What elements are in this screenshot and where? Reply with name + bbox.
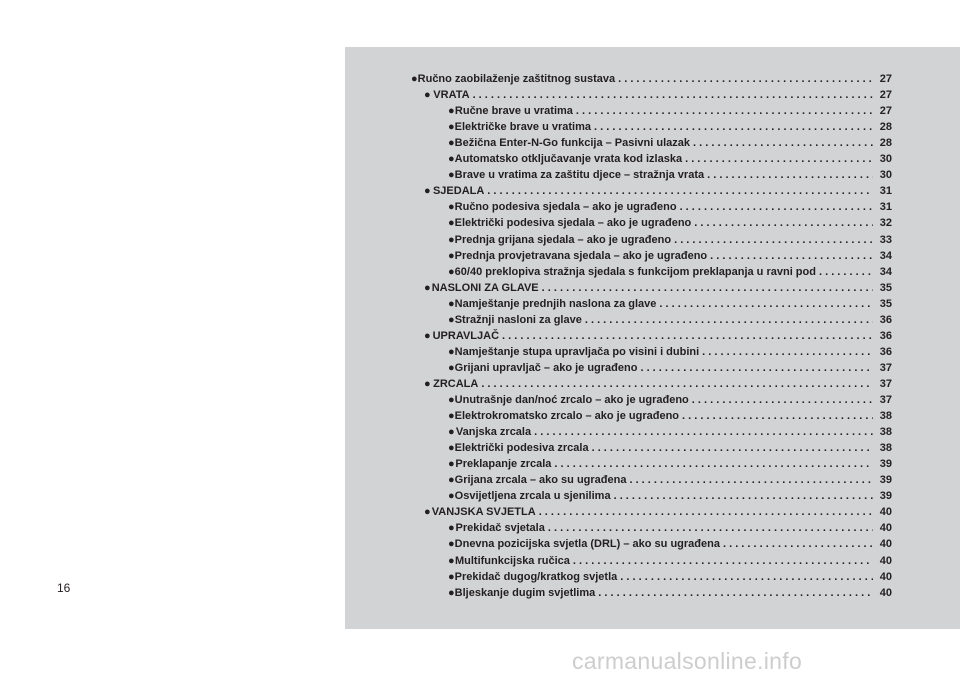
bullet-icon: ● — [448, 313, 455, 326]
bullet-icon: ● — [424, 377, 431, 390]
toc-entry-page: 35 — [879, 281, 892, 294]
bullet-icon: ● — [448, 490, 455, 503]
dot-leader — [629, 472, 873, 488]
toc-entry-title: NASLONI ZA GLAVE — [431, 281, 539, 294]
bullet-icon: ● — [424, 506, 431, 519]
bullet-icon: ● — [448, 201, 455, 214]
toc-entry-title: Ručno zaobilaženje zaštitnog sustava — [417, 73, 616, 85]
toc-entry — [448, 472, 892, 488]
dot-leader — [487, 183, 873, 199]
toc-entry — [448, 456, 892, 472]
toc-entry-page: 27 — [879, 89, 892, 102]
toc-entry — [424, 328, 892, 344]
toc-entry — [424, 376, 892, 392]
bullet-icon: ● — [424, 89, 431, 102]
toc-entry — [448, 135, 892, 151]
toc-entry-title: Namještanje prednjih naslona za glave — [454, 297, 657, 310]
toc-entry-title: Grijani upravljač – ako je ugrađeno — [454, 361, 638, 374]
bullet-icon: ● — [424, 185, 431, 198]
toc-entry-page: 30 — [879, 153, 892, 166]
dot-leader — [620, 569, 873, 585]
dot-leader — [723, 536, 873, 552]
toc-entry — [448, 199, 892, 215]
toc-entry-page: 38 — [879, 410, 892, 423]
dot-leader — [539, 504, 873, 520]
bullet-icon: ● — [448, 105, 455, 118]
dot-leader — [692, 392, 873, 408]
dot-leader — [819, 264, 873, 280]
toc-entry — [424, 280, 892, 296]
bullet-icon: ● — [424, 281, 431, 294]
toc-entry — [411, 71, 892, 87]
dot-leader — [548, 520, 873, 536]
toc-entry-page: 38 — [879, 442, 892, 455]
bullet-icon: ● — [448, 169, 455, 182]
toc-entry-title: Bežična Enter-N-Go funkcija – Pasivni ulazak — [454, 137, 691, 150]
toc-entry-title: Grijana zrcala – ako su ugrađena — [454, 474, 627, 487]
dot-leader — [682, 408, 873, 424]
toc-entry-page: 27 — [879, 73, 892, 85]
toc-entry-page: 35 — [879, 297, 892, 310]
toc-entry-title: Električki podesiva zrcala — [454, 442, 589, 455]
bullet-icon: ● — [448, 217, 455, 230]
dot-leader — [680, 199, 873, 215]
toc-entry — [448, 248, 892, 264]
dot-leader — [702, 344, 873, 360]
toc-entry-page: 37 — [879, 394, 892, 406]
toc-entry-title: Prekidač dugog/kratkog svjetla — [454, 570, 618, 583]
bullet-icon: ● — [448, 233, 455, 246]
toc-entry — [448, 392, 892, 408]
bullet-icon: ● — [448, 361, 455, 374]
dot-leader — [694, 215, 873, 231]
toc-entry-title: Ručne brave u vratima — [454, 105, 573, 118]
toc-entry — [448, 344, 892, 360]
dot-leader — [618, 71, 873, 87]
toc-entry — [448, 119, 892, 135]
toc-entry-page: 37 — [879, 377, 892, 390]
toc-entry-title: Prednja grijana sjedala – ako je ugrađeno — [454, 233, 672, 246]
dot-leader — [592, 440, 873, 456]
bullet-icon: ● — [448, 410, 455, 423]
toc-entry-title: Stražnji nasloni za glave — [454, 313, 582, 326]
toc-entry-page: 33 — [879, 233, 892, 246]
toc-entry-page: 39 — [879, 490, 892, 503]
toc-entry — [448, 360, 892, 376]
toc-entry — [448, 553, 892, 569]
toc-entry — [448, 424, 892, 440]
toc-entry-page: 39 — [879, 458, 892, 471]
toc-entry — [448, 440, 892, 456]
dot-leader — [614, 488, 873, 504]
toc-entry — [448, 151, 892, 167]
toc-entry — [448, 103, 892, 119]
bullet-icon: ● — [424, 329, 431, 342]
toc-entry-page: 37 — [879, 361, 892, 374]
dot-leader — [585, 312, 873, 328]
toc-entry-title: ZRCALA — [433, 377, 479, 390]
toc-entry-title: 60/40 preklopiva stražnja sjedala s funkcijom preklapanja u ravni pod — [454, 265, 816, 278]
toc-entry-page: 40 — [879, 538, 892, 551]
toc-entry-title: Vanjska zrcala — [455, 426, 532, 439]
toc-entry-page: 34 — [879, 249, 892, 262]
toc-entry — [448, 167, 892, 183]
toc-entry — [424, 183, 892, 199]
toc-entry-title: Dnevna pozicijska svjetla (DRL) – ako su ugrađena — [454, 538, 720, 551]
bullet-icon: ● — [448, 249, 455, 262]
toc-entry — [448, 585, 892, 601]
bullet-icon: ● — [448, 458, 455, 471]
bullet-icon: ● — [448, 570, 455, 583]
dot-leader — [693, 135, 873, 151]
dot-leader — [554, 456, 873, 472]
toc-entry — [448, 488, 892, 504]
toc-entry-page: 36 — [879, 329, 892, 342]
toc-entry — [448, 232, 892, 248]
toc-entry-title: VRATA — [433, 89, 470, 102]
toc-entry — [448, 296, 892, 312]
page-number: 16 — [57, 581, 71, 595]
bullet-icon: ● — [448, 442, 455, 455]
bullet-icon: ● — [448, 394, 455, 406]
toc-entry — [448, 408, 892, 424]
bullet-icon: ● — [448, 153, 455, 166]
dot-leader — [640, 360, 873, 376]
dot-leader — [473, 87, 873, 103]
bullet-icon: ● — [448, 522, 455, 535]
toc-entry-page: 36 — [879, 345, 892, 358]
toc-entry-page: 31 — [879, 185, 892, 198]
dot-leader — [542, 280, 873, 296]
dot-leader — [710, 248, 873, 264]
toc-entry-page: 40 — [879, 506, 892, 519]
toc-entry-title: Elektrokromatsko zrcalo – ako je ugrađeno — [454, 410, 680, 423]
toc-entry-title: Brave u vratima za zaštitu djece – stražnja vrata — [454, 169, 705, 182]
bullet-icon: ● — [448, 554, 455, 567]
bullet-icon: ● — [448, 474, 455, 487]
dot-leader — [573, 553, 873, 569]
bullet-icon: ● — [448, 121, 455, 134]
toc-entry-page: 40 — [879, 586, 892, 599]
bullet-icon: ● — [448, 345, 455, 358]
bullet-icon: ● — [448, 297, 455, 310]
dot-leader — [534, 424, 873, 440]
bullet-icon: ● — [448, 426, 455, 439]
toc-entry-page: 40 — [879, 522, 892, 535]
toc-entry-page: 31 — [879, 201, 892, 214]
dot-leader — [598, 585, 873, 601]
dot-leader — [685, 151, 873, 167]
toc-entry-page: 34 — [879, 265, 892, 278]
toc-entry-page: 36 — [879, 313, 892, 326]
bullet-icon: ● — [448, 265, 455, 278]
dot-leader — [594, 119, 873, 135]
dot-leader — [576, 103, 873, 119]
toc-entry-title: SJEDALA — [432, 185, 485, 198]
toc-entry-page: 40 — [879, 570, 892, 583]
toc-entry — [424, 504, 892, 520]
toc-entry — [448, 536, 892, 552]
bullet-icon: ● — [448, 538, 455, 551]
dot-leader — [481, 376, 873, 392]
toc-entry-title: Električki podesiva sjedala – ako je ugrađeno — [454, 217, 692, 230]
dot-leader — [659, 296, 873, 312]
bullet-icon: ● — [448, 586, 455, 599]
toc-entry-title: Automatsko otključavanje vrata kod izlaska — [454, 153, 683, 166]
toc-entry-title: UPRAVLJAČ — [432, 329, 500, 342]
toc-entry — [448, 264, 892, 280]
toc-entry-title: VANJSKA SVJETLA — [431, 506, 536, 519]
toc-entry — [448, 215, 892, 231]
toc-entry-title: Prednja provjetravana sjedala – ako je ugrađeno — [454, 249, 708, 262]
toc-entry-page: 27 — [879, 105, 892, 118]
toc-entry-title: Preklapanje zrcala — [455, 458, 552, 471]
dot-leader — [707, 167, 873, 183]
toc-entry-title: Osvijetljena zrcala u sjenilima — [454, 490, 611, 503]
toc-entry-title: Električke brave u vratima — [454, 121, 592, 134]
toc-entry-page: 30 — [879, 169, 892, 182]
dot-leader — [502, 328, 873, 344]
toc-entry-title: Bljeskanje dugim svjetlima — [454, 586, 596, 599]
toc-entry-title: Ručno podesiva sjedala – ako je ugrađeno — [454, 201, 677, 214]
toc-entry — [448, 520, 892, 536]
toc-entry-title: Multifunkcijska ručica — [454, 554, 570, 567]
toc-entry-title: Namještanje stupa upravljača po visini i dubini — [454, 345, 700, 358]
toc-entry — [448, 569, 892, 585]
toc-entry-page: 40 — [879, 554, 892, 567]
toc-entry-page: 39 — [879, 474, 892, 487]
toc-entry — [448, 312, 892, 328]
bullet-icon: ● — [411, 73, 418, 85]
watermark: carmanualsonline.info — [572, 648, 803, 674]
toc-entry-page: 32 — [879, 217, 892, 230]
toc-entry-page: 28 — [879, 121, 892, 134]
dot-leader — [674, 232, 873, 248]
toc-entry-page: 28 — [879, 137, 892, 150]
toc-entry-title: Prekidač svjetala — [455, 522, 545, 535]
toc-entry-page: 38 — [879, 426, 892, 439]
toc-entry-title: Unutrašnje dan/noć zrcalo – ako je ugrađeno — [454, 394, 689, 406]
toc-entry — [424, 87, 892, 103]
bullet-icon: ● — [448, 137, 455, 150]
